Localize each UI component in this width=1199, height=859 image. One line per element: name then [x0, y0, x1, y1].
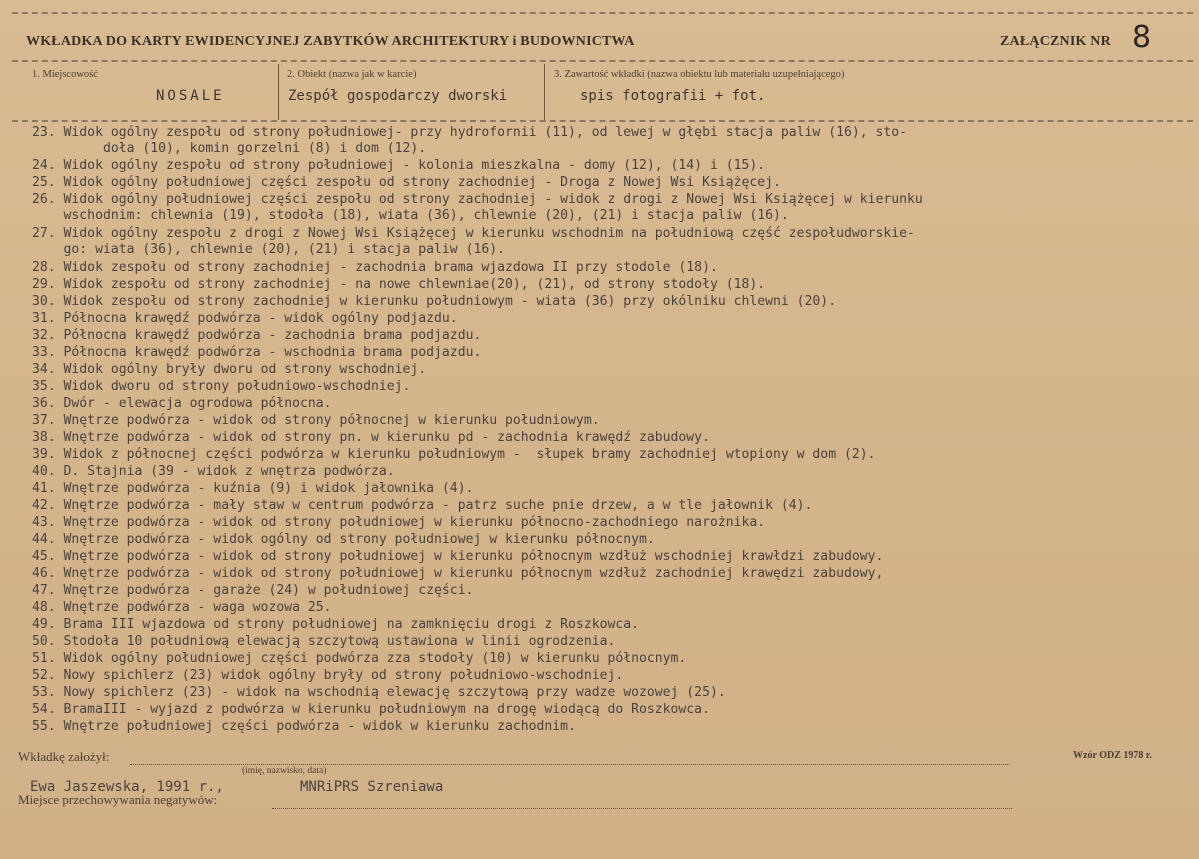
object-value: Zespół gospodarczy dworski	[288, 88, 508, 104]
storage-value: MNRiPRS Szreniawa	[300, 779, 444, 795]
attachment-number: 8	[1132, 20, 1152, 55]
list-item: 37. Wnętrze podwórza - widok od strony północnej w kierunku południowym.	[32, 413, 600, 428]
list-item: 34. Widok ogólny bryły dworu od strony wschodniej.	[32, 362, 427, 377]
list-item: 42. Wnętrze podwórza - mały staw w centrum podwórza - patrz suche pnie drzew, a w tle jałownik (4).	[32, 498, 813, 513]
list-item: 23. Widok ogólny zespołu od strony południowej- przy hydrofornii (11), od lewej w głębi stacja paliw (16), sto-	[32, 125, 908, 140]
prepared-by-label: Wkładkę założył:	[18, 749, 110, 764]
name-caption: (imię, nazwisko, data)	[242, 766, 327, 776]
list-item: 45. Wnętrze podwórza - widok od strony południowej w kierunku północnym wzdłuż wschodniej krawłdzi zabudowy.	[32, 549, 884, 564]
list-item: 38. Wnętrze podwórza - widok od strony pn. w kierunku pd - zachodnia krawędź zabudowy.	[32, 430, 710, 445]
object-label: 2. Obiekt (nazwa jak w karcie)	[287, 69, 417, 80]
storage-line	[272, 808, 1012, 809]
list-item: 48. Wnętrze podwórza - waga wozowa 25.	[32, 600, 332, 615]
list-item: go: wiata (36), chlewnie (20), (21) i stacja paliw (16).	[32, 242, 505, 257]
locality-label: 1. Miejscowość	[32, 69, 98, 80]
fields-divider	[12, 120, 1193, 122]
list-item: 32. Północna krawędź podwórza - zachodnia brama podjazdu.	[32, 328, 482, 343]
list-item: 43. Wnętrze podwórza - widok od strony południowej w kierunku północno-zachodniego narożnika.	[32, 515, 766, 530]
list-item: 44. Wnętrze podwórza - widok ogólny od strony południowej w kierunku północnym.	[32, 532, 655, 547]
list-item: 33. Północna krawędź podwórza - wschodnia brama podjazdu.	[32, 345, 482, 360]
list-item: 46. Wnętrze podwórza - widok od strony południowej w kierunku północnym wzdłuż zachodniej krawędzi zabudowy,	[32, 566, 884, 581]
card-title: WKŁADKA DO KARTY EWIDENCYJNEJ ZABYTKÓW ARCHITEKTURY i BUDOWNICTWA	[26, 34, 635, 49]
list-item: 24. Widok ogólny zespołu od strony południowej - kolonia mieszkalna - domy (12), (14) i (15).	[32, 158, 766, 173]
list-item: 27. Widok ogólny zespołu z drogi z Nowej Wsi Książęcej w kierunku wschodnim na południową część zespołudworskie-	[32, 226, 915, 241]
list-item: 39. Widok z północnej części podwórza w kierunku południowym - słupek bramy zachodniej wtopiony w dom (2).	[32, 447, 876, 462]
list-item: 36. Dwór - elewacja ogrodowa północna.	[32, 396, 332, 411]
list-item: 26. Widok ogólny południowej części zespołu od strony zachodniej - widok z drogi z Nowej Wsi Książęcej w kierunku	[32, 192, 923, 207]
attachment-label: ZAŁĄCZNIK NR	[1000, 34, 1111, 49]
list-item: 55. Wnętrze południowej części podwórza - widok w kierunku zachodnim.	[32, 719, 576, 734]
list-item: 50. Stodoła 10 południową elewacją szczytową ustawiona w linii ogrodzenia.	[32, 634, 616, 649]
photo-list	[0, 123, 1199, 753]
field-divider-2	[544, 64, 545, 120]
list-item: 51. Widok ogólny południowej części podwórza zza stodoły (10) w kierunku północnym.	[32, 651, 687, 666]
list-item: doła (10), komin gorzelni (8) i dom (12).	[32, 141, 427, 156]
list-item: 49. Brama III wjazdowa od strony południowej na zamknięciu drogi z Roszkowca.	[32, 617, 639, 632]
top-dashed-border	[12, 12, 1193, 14]
content-label: 3. Zawartość wkładki (nazwa obiektu lub materiału uzupełniającego)	[554, 69, 845, 80]
list-item: 53. Nowy spichlerz (23) - widok na wschodnią elewację szczytową przy wadze wozowej (25).	[32, 685, 726, 700]
header-divider	[12, 60, 1193, 62]
list-item: 28. Widok zespołu od strony zachodniej - zachodnia brama wjazdowa II przy stodole (18).	[32, 260, 718, 275]
list-item: 40. D. Stajnia (39 - widok z wnętrza podwórza.	[32, 464, 395, 479]
list-item: 47. Wnętrze podwórza - garaże (24) w południowej części.	[32, 583, 474, 598]
storage-label: Miejsce przechowywania negatywów:	[18, 792, 218, 807]
list-item: 35. Widok dworu od strony południowo-wschodniej.	[32, 379, 411, 394]
author-entry: Ewa Jaszewska, 1991 r.,	[30, 779, 224, 795]
locality-value: NOSALE	[156, 88, 225, 104]
field-divider-1	[278, 64, 279, 120]
list-item: 54. BramaIII - wyjazd z podwórza w kierunku południowym na drogę wiodącą do Roszkowca.	[32, 702, 710, 717]
list-item: 31. Północna krawędź podwórza - widok ogólny podjazdu.	[32, 311, 458, 326]
list-item: 30. Widok zespołu od strony zachodniej w kierunku południowym - wiata (36) przy okólniku chlewni (20).	[32, 294, 837, 309]
list-item: 25. Widok ogólny południowej części zespołu od strony zachodniej - Droga z Nowej Wsi Książęcej.	[32, 175, 781, 190]
list-item: 29. Widok zespołu od strony zachodniej - na nowe chlewniae(20), (21), od strony stodoły (18).	[32, 277, 766, 292]
form-code: Wzór ODZ 1978 r.	[1073, 750, 1152, 761]
list-item: 41. Wnętrze podwórza - kuźnia (9) i widok jałownika (4).	[32, 481, 474, 496]
list-item: 52. Nowy spichlerz (23) widok ogólny bryły od strony południowo-wschodniej.	[32, 668, 624, 683]
prepared-by-line	[130, 764, 1010, 765]
content-value: spis fotografii + fot.	[580, 88, 766, 104]
list-item: wschodnim: chlewnia (19), stodoła (18), wiata (36), chlewnie (20), (21) i stacja paliw (16).	[32, 208, 789, 223]
